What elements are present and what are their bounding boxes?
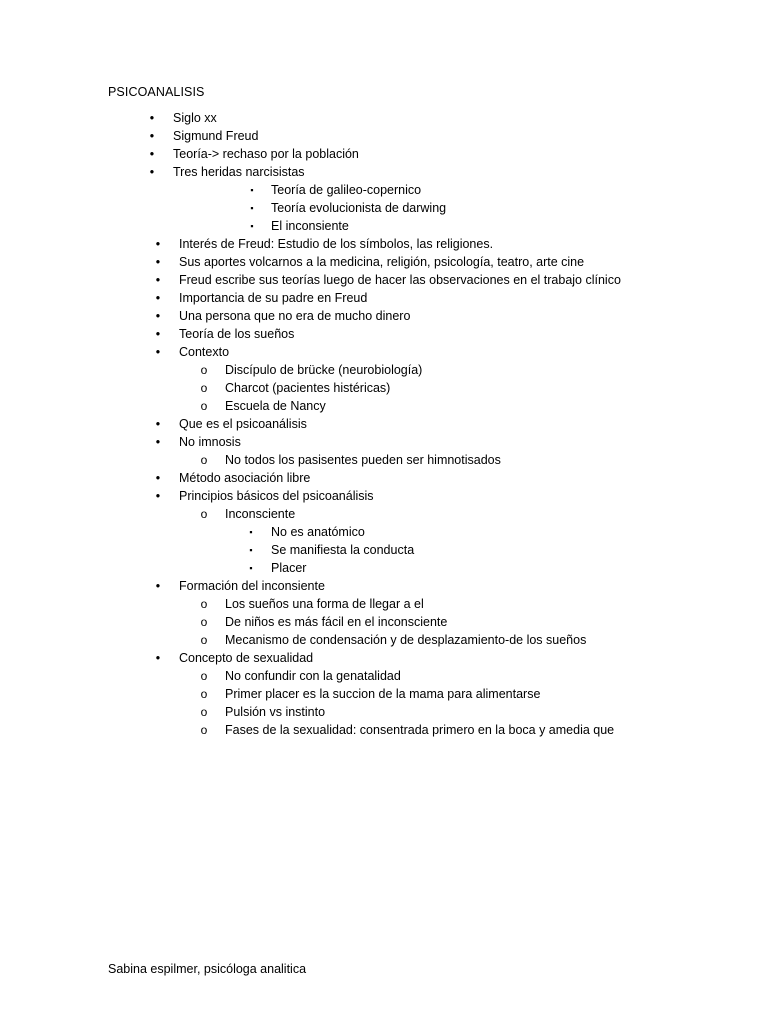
bullet-disc-icon: • xyxy=(155,579,161,593)
bullet-square-icon: ▪ xyxy=(250,221,254,231)
bullet-disc-icon: • xyxy=(149,147,155,161)
list-item-text: Una persona que no era de mucho dinero xyxy=(179,309,411,323)
bullet-square-icon: ▪ xyxy=(250,185,254,195)
list-item-text: Interés de Freud: Estudio de los símbolos, las religiones. xyxy=(179,237,494,251)
list-item-text: Inconsciente xyxy=(225,507,296,521)
list-item-text: No todos los pasisentes pueden ser himnotisados xyxy=(225,453,501,467)
list-item xyxy=(0,415,768,433)
list-item xyxy=(0,559,768,577)
list-item xyxy=(0,523,768,541)
list-item xyxy=(0,163,768,181)
list-item xyxy=(0,505,768,523)
bullet-disc-icon: • xyxy=(149,129,155,143)
list-item-text: Se manifiesta la conducta xyxy=(271,543,415,557)
bullet-disc-icon: • xyxy=(155,471,161,485)
list-item-text: Pulsión vs instinto xyxy=(225,705,326,719)
list-item xyxy=(0,271,768,289)
list-item xyxy=(0,199,768,217)
list-item xyxy=(0,361,768,379)
list-item-text: No confundir con la genatalidad xyxy=(225,669,401,683)
list-item xyxy=(0,253,768,271)
bullet-circle-icon: o xyxy=(200,669,208,683)
bullet-square-icon: ▪ xyxy=(249,545,253,555)
list-item xyxy=(0,289,768,307)
bullet-disc-icon: • xyxy=(155,345,161,359)
bullet-disc-icon: • xyxy=(155,273,161,287)
list-item-text: Mecanismo de condensación y de desplazamiento-de los sueños xyxy=(225,633,587,647)
list-item xyxy=(0,721,768,739)
list-item xyxy=(0,433,768,451)
list-item xyxy=(0,649,768,667)
list-item xyxy=(0,577,768,595)
bullet-square-icon: ▪ xyxy=(249,563,253,573)
list-item xyxy=(0,613,768,631)
list-item-text: Formación del inconsiente xyxy=(179,579,325,593)
list-item-text: Sus aportes volcarnos a la medicina, religión, psicología, teatro, arte cine xyxy=(179,255,585,269)
list-item-text: Sigmund Freud xyxy=(173,129,259,143)
list-item xyxy=(0,307,768,325)
list-item xyxy=(0,325,768,343)
list-item xyxy=(0,181,768,199)
list-item-text: Siglo xx xyxy=(173,111,217,125)
bullet-circle-icon: o xyxy=(200,615,208,629)
list-item-text: Placer xyxy=(271,561,307,575)
list-item-text: No imnosis xyxy=(179,435,241,449)
bullet-square-icon: ▪ xyxy=(249,527,253,537)
list-item xyxy=(0,451,768,469)
bullet-disc-icon: • xyxy=(155,255,161,269)
list-item-text: Que es el psicoanálisis xyxy=(179,417,307,431)
bullet-circle-icon: o xyxy=(200,687,208,701)
list-item-text: Freud escribe sus teorías luego de hacer las observaciones en el trabajo clínico xyxy=(179,273,621,287)
list-item-text: Contexto xyxy=(179,345,230,359)
bullet-circle-icon: o xyxy=(200,381,208,395)
list-item-text: Teoría de galileo-copernico xyxy=(271,183,422,197)
list-item-text: Los sueños una forma de llegar a el xyxy=(225,597,424,611)
list-item-text: Método asociación libre xyxy=(179,471,311,485)
list-item xyxy=(0,343,768,361)
list-item-text: Importancia de su padre en Freud xyxy=(179,291,368,305)
list-item-text: Fases de la sexualidad: consentrada primero en la boca y amedia que xyxy=(225,723,615,737)
list-item-text: Escuela de Nancy xyxy=(225,399,326,413)
document-title: PSICOANALISIS xyxy=(108,85,205,99)
bullet-disc-icon: • xyxy=(155,291,161,305)
list-item-text: Principios básicos del psicoanálisis xyxy=(179,489,374,503)
bullet-disc-icon: • xyxy=(155,489,161,503)
bullet-disc-icon: • xyxy=(155,651,161,665)
list-item xyxy=(0,703,768,721)
bullet-circle-icon: o xyxy=(200,597,208,611)
list-item xyxy=(0,379,768,397)
bullet-circle-icon: o xyxy=(200,723,208,737)
list-item-text: Primer placer es la succion de la mama para alimentarse xyxy=(225,687,541,701)
bullet-circle-icon: o xyxy=(200,399,208,413)
bullet-disc-icon: • xyxy=(155,309,161,323)
bullet-disc-icon: • xyxy=(155,417,161,431)
list-item xyxy=(0,127,768,145)
bullet-disc-icon: • xyxy=(155,237,161,251)
list-item-text: No es anatómico xyxy=(271,525,365,539)
list-item xyxy=(0,667,768,685)
document-footer: Sabina espilmer, psicóloga analitica xyxy=(108,962,307,976)
list-item-text: Concepto de sexualidad xyxy=(179,651,314,665)
bullet-circle-icon: o xyxy=(200,453,208,467)
bullet-disc-icon: • xyxy=(155,435,161,449)
list-item xyxy=(0,685,768,703)
list-item-text: Teoría-> rechaso por la población xyxy=(173,147,359,161)
list-item-text: Teoría evolucionista de darwing xyxy=(271,201,447,215)
bullet-circle-icon: o xyxy=(200,507,208,521)
bullet-circle-icon: o xyxy=(200,705,208,719)
list-item-text: Teoría de los sueños xyxy=(179,327,295,341)
list-item xyxy=(0,595,768,613)
list-item-text: El inconsiente xyxy=(271,219,349,233)
list-item xyxy=(0,487,768,505)
list-item xyxy=(0,631,768,649)
bullet-circle-icon: o xyxy=(200,633,208,647)
bullet-disc-icon: • xyxy=(155,327,161,341)
bullet-square-icon: ▪ xyxy=(250,203,254,213)
list-item-text: De niños es más fácil en el inconsciente xyxy=(225,615,448,629)
list-item-text: Tres heridas narcisistas xyxy=(173,165,305,179)
list-item xyxy=(0,145,768,163)
list-item xyxy=(0,397,768,415)
list-item-text: Discípulo de brücke (neurobiología) xyxy=(225,363,423,377)
list-item xyxy=(0,541,768,559)
bullet-circle-icon: o xyxy=(200,363,208,377)
list-item xyxy=(0,469,768,487)
list-item-text: Charcot (pacientes histéricas) xyxy=(225,381,391,395)
list-item xyxy=(0,109,768,127)
bullet-disc-icon: • xyxy=(149,111,155,125)
list-item xyxy=(0,235,768,253)
bullet-disc-icon: • xyxy=(149,165,155,179)
list-item xyxy=(0,217,768,235)
